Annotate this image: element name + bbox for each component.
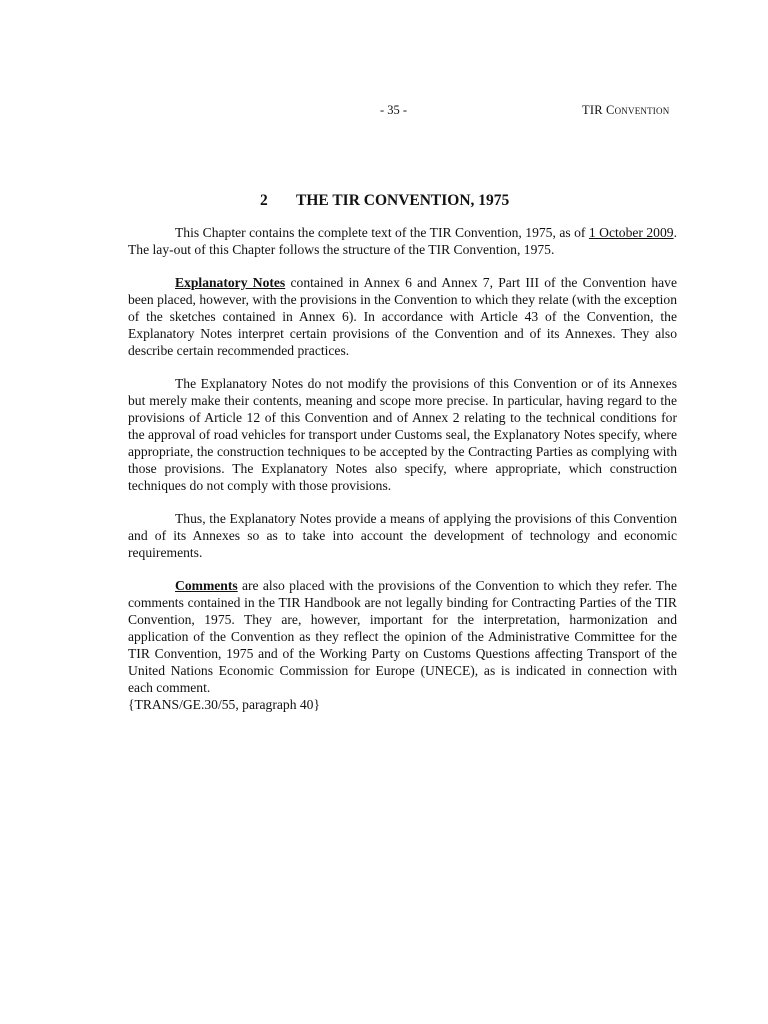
paragraph-comments-text: are also placed with the provisions of the Convention to which they refer. The comments contained in the TIR Handbook are not legally binding for Contracting Parties of the TIR Convention, 1975. They are, however, important for the interpretation, harmonization and application of the Convention as they reflect the opinion of the Administrative Committee for the TIR Convention, 1975 and of the Working Party on Customs Questions affecting Transport of the United Nations Economic Commission for Europe (UNECE), as is indicated in connection with each comment.: [128, 578, 677, 695]
paragraph-intro-text-b: . The lay-out of this Chapter follows the structure of the TIR Convention, 1975.: [128, 225, 677, 257]
effective-date: 1 October 2009: [588, 225, 674, 240]
paragraph-explanatory-notes: [128, 274, 677, 359]
paragraph-scope: The Explanatory Notes do not modify the provisions of this Convention or of its Annexes but merely make their contents, meaning and scope more precise. In particular, having regard to the provisions of Article 12 of this Convention and of Annex 2 relating to the technical conditions for the approval of road vehicles for transport under Customs seal, the Explanatory Notes specify, where appropriate, the construction techniques to be accepted by the Contracting Parties as complying with those provisions. The Explanatory Notes also specify, where appropriate, which construction techniques do not comply with those provisions.: [128, 376, 677, 493]
paragraph-means: Thus, the Explanatory Notes provide a means of applying the provisions of this Convention and of its Annexes so as to take into account the development of technology and economic requirements.: [128, 511, 677, 560]
comments-term: Comments: [175, 578, 238, 593]
paragraph-intro: [128, 224, 677, 258]
explanatory-notes-term: Explanatory Notes: [175, 275, 286, 290]
page-number: - 35 -: [380, 103, 408, 117]
chapter-title: THE TIR CONVENTION, 1975: [296, 192, 510, 209]
paragraph-intro-text-a: This Chapter contains the complete text of the TIR Convention, 1975, as of: [175, 225, 589, 240]
body-text: [128, 224, 677, 713]
paragraph-explanatory-notes-text: contained in Annex 6 and Annex 7, Part III of the Convention have been placed, however, with the provisions in the Convention to which they relate (with the exception of the sketches contained in Annex 6). In accordance with Article 43 of the Convention, the Explanatory Notes interpret certain provisions of the Convention and of its Annexes. They also describe certain recommended practices.: [128, 275, 678, 358]
paragraph-comments: [128, 577, 677, 696]
source-reference: {TRANS/GE.30/55, paragraph 40}: [128, 697, 321, 712]
running-title: TIR Convention: [582, 103, 670, 117]
chapter-number: 2: [260, 192, 268, 209]
